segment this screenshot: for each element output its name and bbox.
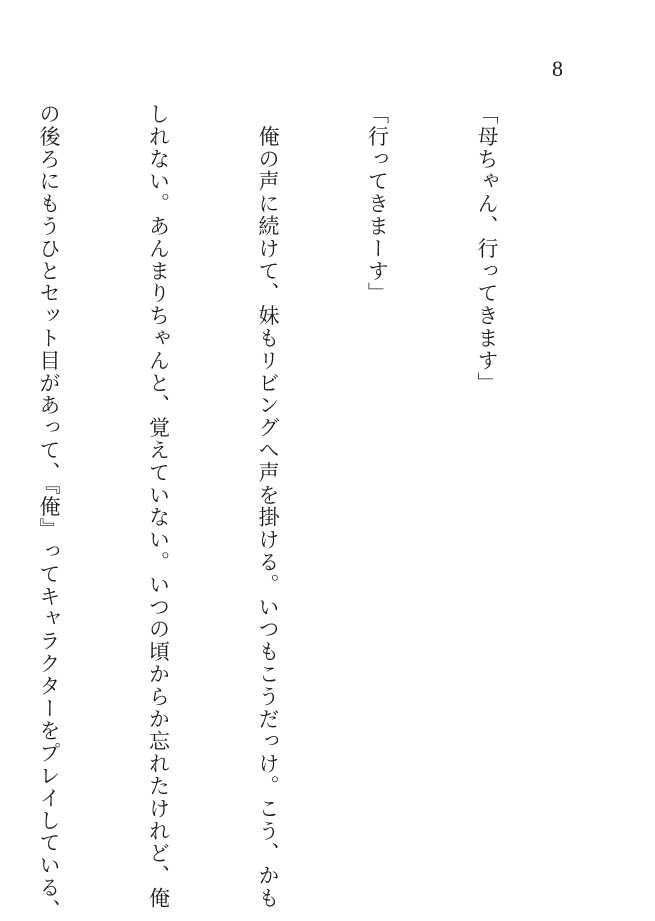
- text-line: の後ろにもうひとセット目があって、『俺』ってキャラクターをプレイしている、: [37, 103, 61, 921]
- text-line: 「行ってきまーす」: [365, 103, 390, 305]
- body-text: [0, 103, 578, 921]
- text-line: しれない。あんまりちゃんと、覚えていない。いつの頃からか忘れたけれど、俺: [146, 103, 171, 910]
- page-number: 8: [552, 56, 563, 81]
- text-line: 俺の声に続けて、妹もリビングへ声を掛ける。いつもこうだっけ。こう、かも: [256, 103, 280, 910]
- text-line: 「母ちゃん、行ってきます」: [475, 103, 499, 395]
